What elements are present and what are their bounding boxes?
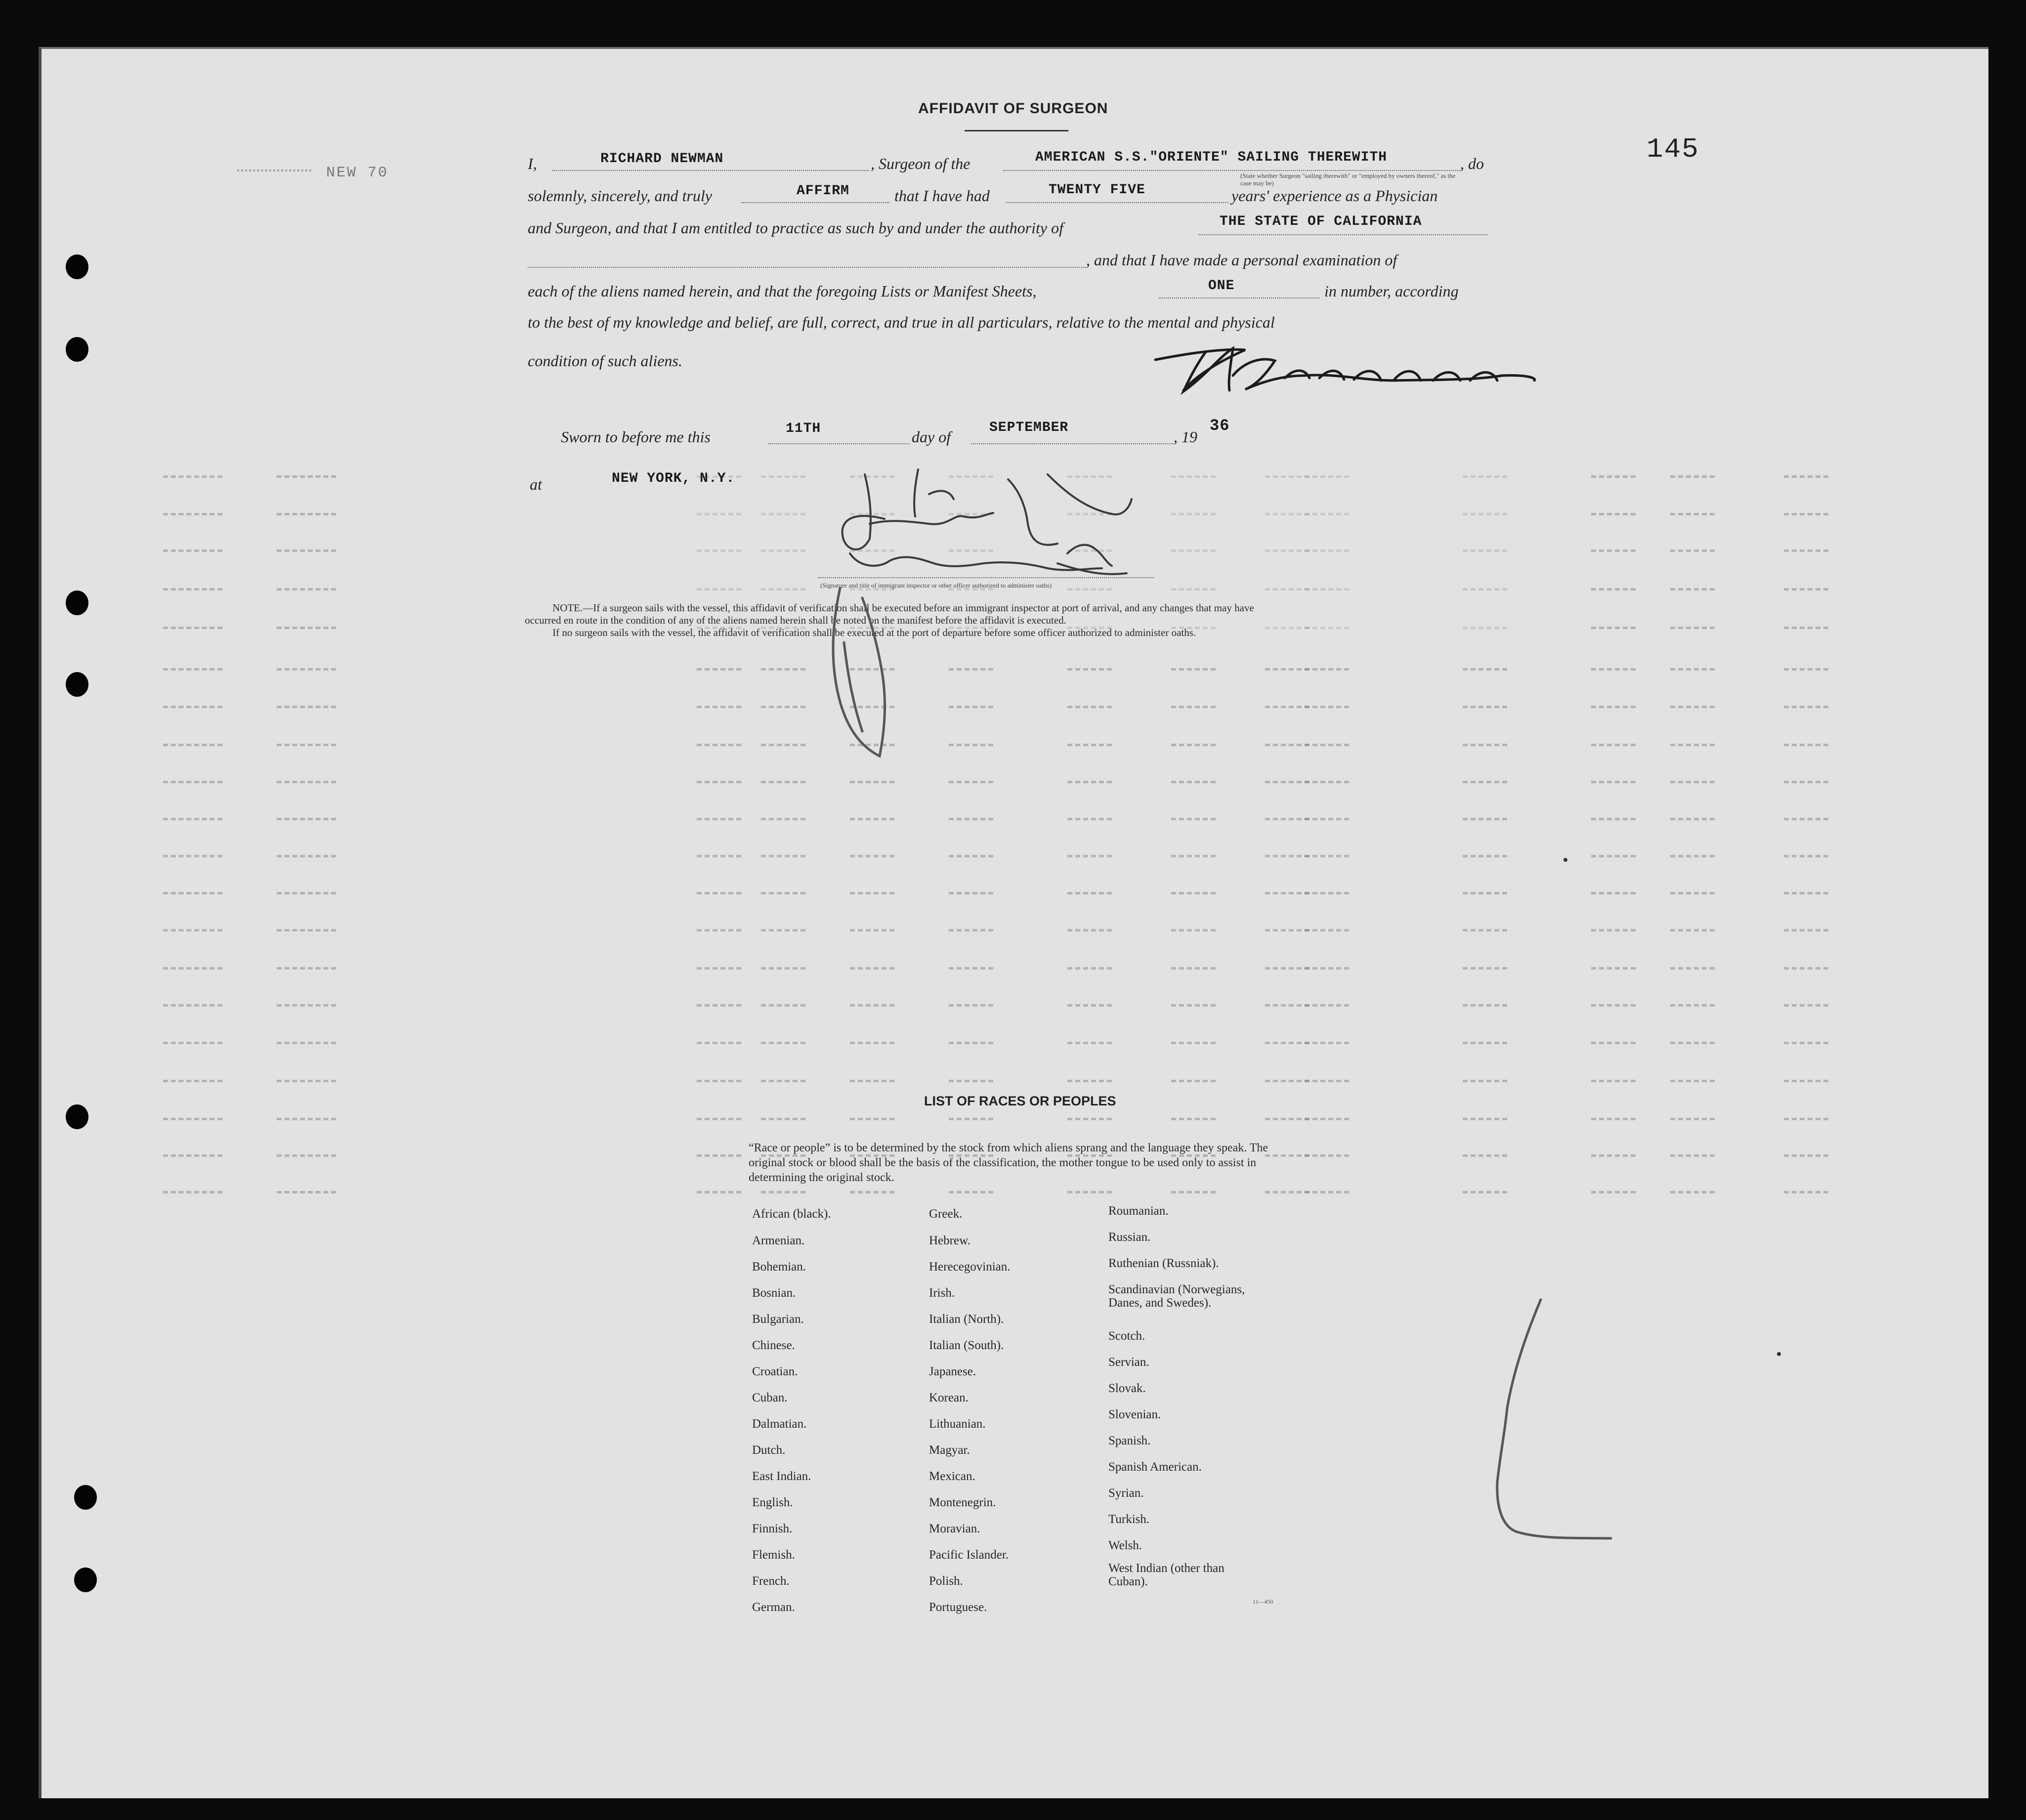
race-item: Dutch. <box>752 1443 786 1457</box>
race-item: Roumanian. <box>1108 1204 1169 1218</box>
years-value: TWENTY FIVE <box>1049 182 1145 198</box>
line3-text: and Surgeon, and that I am entitled to practice as such by and under the authority of <box>528 219 1063 237</box>
race-item: Finnish. <box>752 1522 793 1535</box>
race-item: Syrian. <box>1108 1486 1144 1500</box>
race-item: Japanese. <box>929 1365 976 1378</box>
race-item: Spanish. <box>1108 1434 1151 1447</box>
affirm-value: AFFIRM <box>797 183 849 199</box>
race-item: Flemish. <box>752 1548 795 1562</box>
sworn-prefix: Sworn to before me this <box>561 428 711 446</box>
surgeon-signature <box>1155 348 1535 391</box>
race-item: Slovenian. <box>1108 1408 1161 1421</box>
race-item: Irish. <box>929 1286 955 1300</box>
race-item: Italian (North). <box>929 1312 1004 1326</box>
line2-prefix: solemnly, sincerely, and truly <box>528 187 712 205</box>
race-item: Russian. <box>1108 1230 1151 1244</box>
race-item: West Indian (other than Cuban). <box>1108 1562 1224 1588</box>
line4-text: , and that I have made a personal examination of <box>1086 251 1397 269</box>
race-item: German. <box>752 1601 795 1614</box>
race-item: Croatian. <box>752 1365 798 1378</box>
race-item: Scandinavian (Norwegians, Danes, and Swedes). <box>1108 1283 1245 1310</box>
at-place: NEW YORK, N.Y. <box>612 471 735 486</box>
race-item: Moravian. <box>929 1522 980 1535</box>
sworn-year: 36 <box>1210 417 1230 435</box>
surgeon-of-ship: AMERICAN S.S."ORIENTE" SAILING THEREWITH <box>1035 150 1388 165</box>
line2-end: years' experience as a Physician <box>1231 187 1438 205</box>
race-item: Magyar. <box>929 1443 970 1457</box>
ink-dot <box>1777 1352 1781 1356</box>
race-item: Scotch. <box>1108 1329 1145 1343</box>
line2-mid: that I have had <box>894 187 990 205</box>
line1-prefix: I, <box>528 155 537 172</box>
officer-note: (Signature and title of immigrant inspector or other officer authorized to administer oaths) <box>820 582 1052 589</box>
race-item: Bulgarian. <box>752 1312 804 1326</box>
race-item: Cuban. <box>752 1391 788 1404</box>
races-title: LIST OF RACES OR PEOPLES <box>924 1094 1116 1108</box>
form-code: 11—450 <box>1253 1598 1273 1605</box>
race-item: Korean. <box>929 1391 969 1404</box>
ink-dot <box>1563 858 1567 862</box>
sworn-month: SEPTEMBER <box>989 420 1069 435</box>
note-line-2: occurred en route in the condition of any of the aliens named herein shall be noted on the manifest before the affidavit is executed. <box>525 614 1066 626</box>
race-item: Chinese. <box>752 1339 795 1352</box>
race-item: East Indian. <box>752 1470 811 1483</box>
race-item: Italian (South). <box>929 1339 1004 1352</box>
race-item: French. <box>752 1574 790 1588</box>
inspector-signature <box>843 469 1132 574</box>
race-item: Bohemian. <box>752 1260 806 1273</box>
race-item: Greek. <box>929 1207 963 1221</box>
race-item: African (black). <box>752 1207 831 1221</box>
line6-text: to the best of my knowledge and belief, are full, correct, and true in all particulars, relative to the mental and physical <box>528 313 1275 331</box>
sworn-year-prefix: , 19 <box>1174 428 1197 446</box>
race-item: Welsh. <box>1108 1539 1142 1552</box>
race-item: Servian. <box>1108 1355 1149 1369</box>
faint-stamp: NEW 70 <box>326 165 389 181</box>
races-intro: “Race or people” is to be determined by the stock from which aliens sprang and the language they speak. The original stock or blood shall be the basis of the classification, the mother tongue to be used only to assist in determining the original stock. <box>749 1142 1268 1184</box>
race-item: Bosnian. <box>752 1286 796 1300</box>
race-item: Pacific Islander. <box>929 1548 1009 1562</box>
race-item: Portuguese. <box>929 1601 987 1614</box>
note-line-1: NOTE.—If a surgeon sails with the vessel, this affidavit of verification shall be executed before an immigrant inspector at port of arrival, and any changes that may have <box>552 602 1254 614</box>
line1-end: , do <box>1460 155 1484 172</box>
race-item: Herecegovinian. <box>929 1260 1011 1273</box>
page-number: 145 <box>1646 133 1699 165</box>
race-item: English. <box>752 1496 793 1509</box>
surgeon-name: RICHARD NEWMAN <box>600 151 724 167</box>
role-note: (State whether Surgeon "sailing therewith" or "employed by owners thereof," as the case may be) <box>1240 172 1456 187</box>
sheets-value: ONE <box>1208 278 1235 294</box>
race-item: Hebrew. <box>929 1234 971 1247</box>
line5-end: in number, according <box>1324 282 1459 300</box>
at-label: at <box>530 475 542 493</box>
race-item: Spanish American. <box>1108 1460 1202 1474</box>
ink-stain <box>833 588 1611 1538</box>
race-item: Turkish. <box>1108 1513 1150 1526</box>
race-item: Montenegrin. <box>929 1496 996 1509</box>
race-item: Polish. <box>929 1574 963 1588</box>
race-item: Slovak. <box>1108 1382 1146 1395</box>
authority-value: THE STATE OF CALIFORNIA <box>1220 214 1422 229</box>
line5-text: each of the aliens named herein, and that the foregoing Lists or Manifest Sheets, <box>528 282 1037 300</box>
line7-text: condition of such aliens. <box>528 352 682 370</box>
note-line-3: If no surgeon sails with the vessel, the affidavit of verification shall be executed at the port of departure before some officer authorized to administer oaths. <box>552 627 1196 638</box>
race-item: Ruthenian (Russniak). <box>1108 1257 1219 1270</box>
line1-mid: , Surgeon of the <box>871 155 971 172</box>
sworn-day: 11TH <box>786 421 821 436</box>
race-item: Dalmatian. <box>752 1417 807 1431</box>
sworn-mid: day of <box>912 428 951 446</box>
race-item: Armenian. <box>752 1234 805 1247</box>
race-item: Lithuanian. <box>929 1417 986 1431</box>
race-item: Mexican. <box>929 1470 975 1483</box>
affidavit-title: AFFIDAVIT OF SURGEON <box>918 100 1108 117</box>
